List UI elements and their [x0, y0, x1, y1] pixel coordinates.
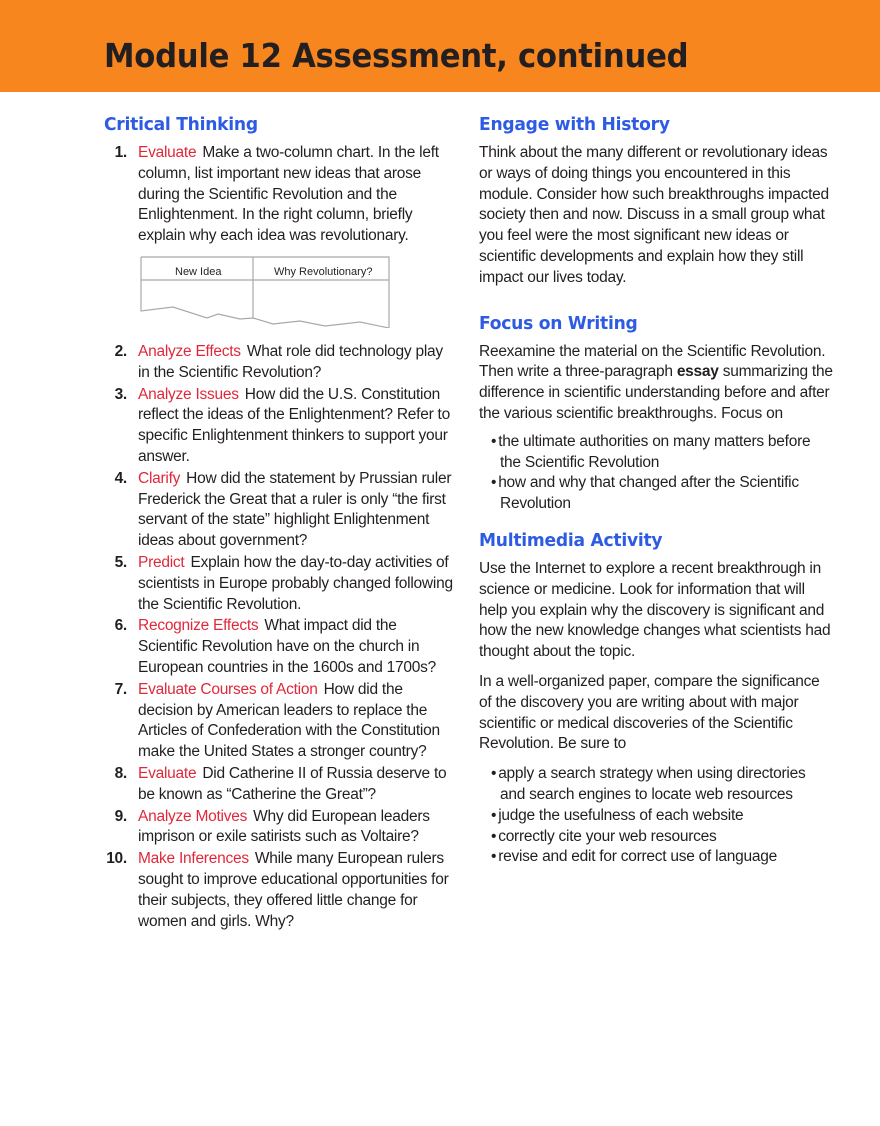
- question-item: [104, 553, 454, 615]
- bullet-item: • judge the usefulness of each website: [491, 806, 833, 827]
- bullet-item: • revise and edit for correct use of language: [491, 847, 833, 868]
- question-number: 9.: [114, 807, 127, 825]
- question-keyword: Analyze Issues: [138, 385, 239, 403]
- question-keyword: Evaluate Courses of Action: [138, 680, 318, 698]
- question-text: Explain how the day-to-day activities of scientists in Europe probably changed following the Scientific Revolution.: [138, 553, 453, 613]
- question-text: What role did technology play in the Scientific Revolution?: [138, 342, 443, 381]
- question-item: [104, 680, 454, 763]
- question-keyword: Analyze Motives: [138, 807, 248, 825]
- question-text: Why did European leaders imprison or exile satirists such as Voltaire?: [138, 807, 430, 846]
- question-keyword: Evaluate: [138, 144, 197, 161]
- question-item: [104, 342, 454, 384]
- bullet-item: • correctly cite your web resources: [491, 827, 833, 848]
- section-heading: Focus on Writing: [479, 312, 638, 334]
- question-item: [104, 143, 454, 247]
- question-keyword: Analyze Effects: [138, 342, 241, 360]
- question-number: 7.: [114, 680, 127, 698]
- bullet-item: • how and why that changed after the Scientific Revolution: [491, 473, 833, 515]
- question-number: 1.: [114, 144, 127, 161]
- section-heading: Multimedia Activity: [479, 529, 663, 551]
- question-item: [104, 849, 454, 932]
- multimedia-text: Use the Internet to explore a recent breakthrough in science or medicine. Look for information that will help you explain why the discovery is significant and how the new knowledge changes what scientists had thought about the topic.: [479, 559, 831, 661]
- engage-text: Think about the many different or revolutionary ideas or ways of doing things you encountered in this module. Consider how such breakthroughs impacted society then and now. Discuss in a small group what you feel were the most significant new ideas or scientific developments and explain how they still impact our lives today.: [479, 144, 829, 286]
- question-number: 5.: [114, 553, 127, 571]
- question-keyword: Evaluate: [138, 764, 197, 782]
- section-heading: Engage with History: [479, 114, 670, 135]
- question-number: 3.: [114, 385, 127, 403]
- question-keyword: Recognize Effects: [138, 617, 259, 635]
- chart-header-new-idea: New Idea: [175, 265, 222, 278]
- focus-bullets: [491, 432, 833, 515]
- question-text: While many European rulers sought to improve educational opportunities for their subjects, they offered little change for women and girls. Why?: [138, 850, 449, 930]
- question-number: 2.: [114, 342, 127, 360]
- question-text: Did Catherine II of Russia deserve to be known as “Catherine the Great”?: [138, 764, 447, 803]
- question-text: How did the U.S. Constitution reflect the ideas of the Enlightenment? Refer to specific Enlightenment thinkers to support your answer.: [138, 385, 450, 465]
- page-title: Module 12 Assessment, continued: [104, 36, 689, 75]
- bullet-item: • the ultimate authorities on many matters before the Scientific Revolution: [491, 432, 833, 474]
- multimedia-text: In a well-organized paper, compare the significance of the discovery you are writing about with major scientific or medical discoveries of the Scientific Revolution. Be sure to: [479, 672, 820, 753]
- question-item: [104, 385, 454, 468]
- question-list: [104, 143, 454, 932]
- bullet-item: • apply a search strategy when using directories and search engines to locate web resources: [491, 764, 833, 806]
- focus-text: Reexamine the material on the Scientific Revolution. Then write a three-paragraph essay summarizing the difference in scientific understanding before and after the various scientific breakthroughs. Focus on: [479, 342, 833, 422]
- question-text: How did the statement by Prussian ruler Frederick the Great that a ruler is only “the first servant of the state” highlight Enlightenment ideas about government?: [138, 469, 452, 550]
- critical-thinking-section: [104, 113, 454, 933]
- question-keyword: Make Inferences: [138, 850, 249, 868]
- right-column: [479, 113, 833, 876]
- bold-term: essay: [676, 363, 719, 381]
- question-text: Make a two-column chart. In the left column, list important new ideas that arose during the Scientific Revolution and the Enlightenment. In the right column, briefly explain why each idea was revolutionary.: [138, 144, 439, 245]
- chart-header-why: Why Revolutionary?: [274, 265, 373, 278]
- header-banner: [0, 0, 880, 92]
- question-item: [104, 469, 454, 552]
- question-number: 10.: [106, 850, 127, 868]
- question-item: [104, 764, 454, 806]
- question-item: [104, 616, 454, 678]
- question-number: 4.: [114, 469, 127, 487]
- question-item: [104, 807, 454, 849]
- question-number: 6.: [114, 617, 127, 635]
- two-column-chart: [140, 256, 390, 328]
- question-keyword: Clarify: [138, 469, 181, 487]
- section-heading: Critical Thinking: [104, 114, 258, 135]
- multimedia-bullets: [491, 764, 833, 868]
- question-text: What impact did the Scientific Revolution have on the church in European countries in the 1600s and 1700s?: [138, 617, 437, 676]
- question-text: How did the decision by American leaders to replace the Articles of Confederation with the Constitution make the United States a stronger country?: [138, 680, 440, 761]
- question-keyword: Predict: [138, 553, 185, 571]
- question-number: 8.: [114, 764, 127, 782]
